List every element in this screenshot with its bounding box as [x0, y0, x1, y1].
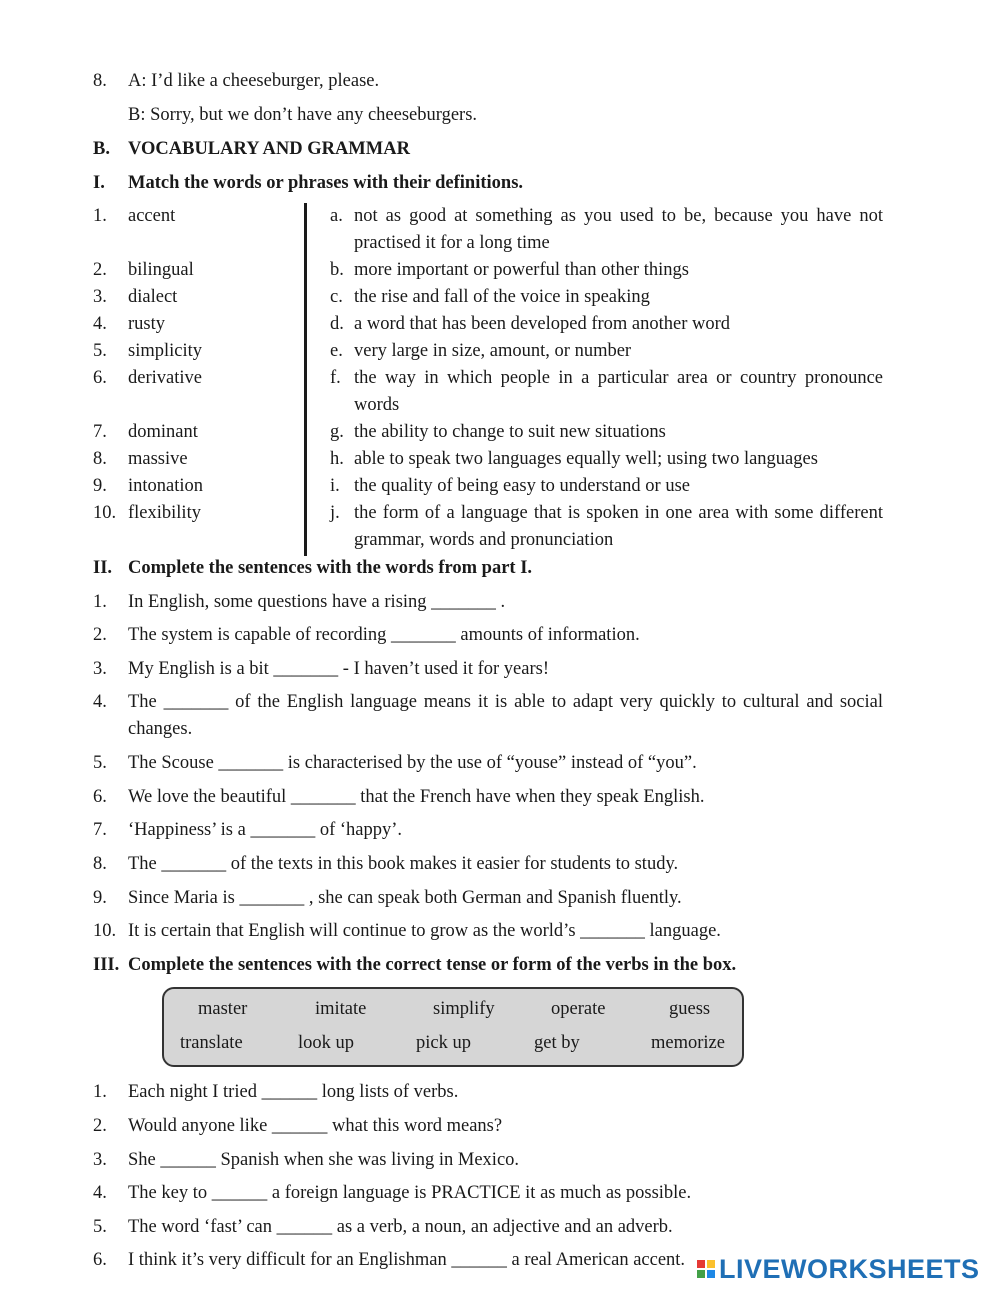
sentence-text: ‘Happiness’ is a _______ of ‘happy’.: [128, 820, 403, 840]
sentence-number: 7.: [93, 820, 107, 840]
sentence-text: She ______ Spanish when she was living in Mexico.: [128, 1150, 520, 1170]
term-word: derivative: [128, 368, 202, 388]
term-number: 3.: [93, 287, 107, 307]
sentence-text: We love the beautiful _______ that the French have when they speak English.: [128, 787, 705, 807]
term-number: 8.: [93, 449, 107, 469]
part3-instruction: Complete the sentences with the correct tense or form of the verbs in the box.: [128, 955, 737, 975]
definition-letter: g.: [330, 422, 344, 442]
definition-text: very large in size, amount, or number: [354, 341, 632, 361]
sentence-text: The _______ of the English language means it is able to adapt very quickly to cultural and social changes.: [128, 692, 883, 739]
term-number: 1.: [93, 206, 107, 226]
part1-numeral: I.: [93, 173, 105, 193]
sentence-text: My English is a bit _______ - I haven’t used it for years!: [128, 659, 549, 679]
box-word: memorize: [651, 1033, 725, 1053]
box-word: operate: [551, 999, 606, 1019]
intro-number: 8.: [93, 71, 107, 91]
definition-letter: e.: [330, 341, 343, 361]
section-b-letter: B.: [93, 139, 110, 159]
part3-numeral: III.: [93, 955, 120, 975]
sentence-text: The Scouse _______ is characterised by the use of “youse” instead of “you”.: [128, 753, 697, 773]
term-word: dominant: [128, 422, 198, 442]
sentence-text: It is certain that English will continue to grow as the world’s _______ language.: [128, 921, 721, 941]
word-box: [162, 987, 744, 1067]
sentence-text: The system is capable of recording _______ amounts of information.: [128, 625, 640, 645]
sentence-number: 8.: [93, 854, 107, 874]
term-word: accent: [128, 206, 176, 226]
box-word: pick up: [416, 1033, 471, 1053]
term-word: dialect: [128, 287, 178, 307]
box-word: look up: [298, 1033, 355, 1053]
sentence-text: In English, some questions have a rising _______ .: [128, 592, 506, 612]
part1-instruction: Match the words or phrases with their definitions.: [128, 173, 524, 193]
definition-text: more important or powerful than other things: [354, 260, 689, 280]
sentence-text: Since Maria is _______ , she can speak both German and Spanish fluently.: [128, 888, 682, 908]
sentence-number: 4.: [93, 692, 107, 712]
definition-text: the form of a language that is spoken in one area with some different grammar, words and pronunciation: [354, 503, 883, 550]
term-word: massive: [128, 449, 188, 469]
sentence-number: 9.: [93, 888, 107, 908]
definition-letter: b.: [330, 260, 344, 280]
box-word: translate: [180, 1033, 243, 1053]
definition-text: a word that has been developed from another word: [354, 314, 731, 334]
term-word: rusty: [128, 314, 165, 334]
term-number: 4.: [93, 314, 107, 334]
box-word: master: [198, 999, 248, 1019]
sentence-text: The key to ______ a foreign language is PRACTICE it as much as possible.: [128, 1183, 692, 1203]
definition-text: able to speak two languages equally well; using two languages: [354, 449, 818, 469]
liveworksheets-logo-text: LIVEWORKSHEETS: [719, 1253, 980, 1284]
sentence-text: Would anyone like ______ what this word means?: [128, 1116, 503, 1136]
definition-letter: a.: [330, 206, 343, 226]
liveworksheets-logo: [697, 1252, 997, 1286]
sentence-text: I think it’s very difficult for an Englishman ______ a real American accent.: [128, 1250, 686, 1270]
term-number: 6.: [93, 368, 107, 388]
term-word: flexibility: [128, 503, 201, 523]
definition-letter: d.: [330, 314, 344, 334]
liveworksheets-logo-icon: [697, 1260, 715, 1278]
sentence-text: Each night I tried ______ long lists of verbs.: [128, 1082, 459, 1102]
sentence-number: 3.: [93, 659, 107, 679]
sentence-number: 10.: [93, 921, 117, 941]
term-number: 5.: [93, 341, 107, 361]
definition-text: the way in which people in a particular area or country pronounce words: [354, 368, 883, 415]
intro-line-b: B: Sorry, but we don’t have any cheeseburgers.: [128, 105, 478, 125]
term-number: 10.: [93, 503, 117, 523]
sentence-number: 5.: [93, 753, 107, 773]
section-b-title: VOCABULARY AND GRAMMAR: [128, 139, 410, 159]
definition-letter: h.: [330, 449, 344, 469]
term-number: 2.: [93, 260, 107, 280]
part2-instruction: Complete the sentences with the words from part I.: [128, 558, 533, 578]
intro-line-a: A: I’d like a cheeseburger, please.: [128, 71, 380, 91]
sentence-number: 6.: [93, 787, 107, 807]
box-word: guess: [669, 999, 711, 1019]
term-word: simplicity: [128, 341, 202, 361]
sentence-text: The word ‘fast’ can ______ as a verb, a noun, an adjective and an adverb.: [128, 1217, 673, 1237]
definition-letter: c.: [330, 287, 343, 307]
term-word: intonation: [128, 476, 204, 496]
box-word: imitate: [315, 999, 367, 1019]
term-number: 7.: [93, 422, 107, 442]
part2-numeral: II.: [93, 558, 113, 578]
sentence-number: 2.: [93, 1116, 107, 1136]
box-word: simplify: [433, 999, 495, 1019]
term-number: 9.: [93, 476, 107, 496]
definition-letter: i.: [330, 476, 340, 496]
definition-text: the rise and fall of the voice in speaking: [354, 287, 650, 307]
sentence-number: 1.: [93, 592, 107, 612]
term-word: bilingual: [128, 260, 194, 280]
box-word: get by: [534, 1033, 580, 1053]
sentence-number: 3.: [93, 1150, 107, 1170]
sentence-number: 6.: [93, 1250, 107, 1270]
sentence-number: 1.: [93, 1082, 107, 1102]
definition-letter: f.: [330, 368, 341, 388]
definition-letter: j.: [330, 503, 340, 523]
matching-divider: [304, 203, 307, 556]
sentence-number: 4.: [93, 1183, 107, 1203]
sentence-number: 5.: [93, 1217, 107, 1237]
definition-text: the ability to change to suit new situations: [354, 422, 666, 442]
definition-text: the quality of being easy to understand or use: [354, 476, 690, 496]
sentence-text: The _______ of the texts in this book makes it easier for students to study.: [128, 854, 679, 874]
sentence-number: 2.: [93, 625, 107, 645]
definition-text: not as good at something as you used to be, because you have not practised it for a long time: [354, 206, 883, 253]
